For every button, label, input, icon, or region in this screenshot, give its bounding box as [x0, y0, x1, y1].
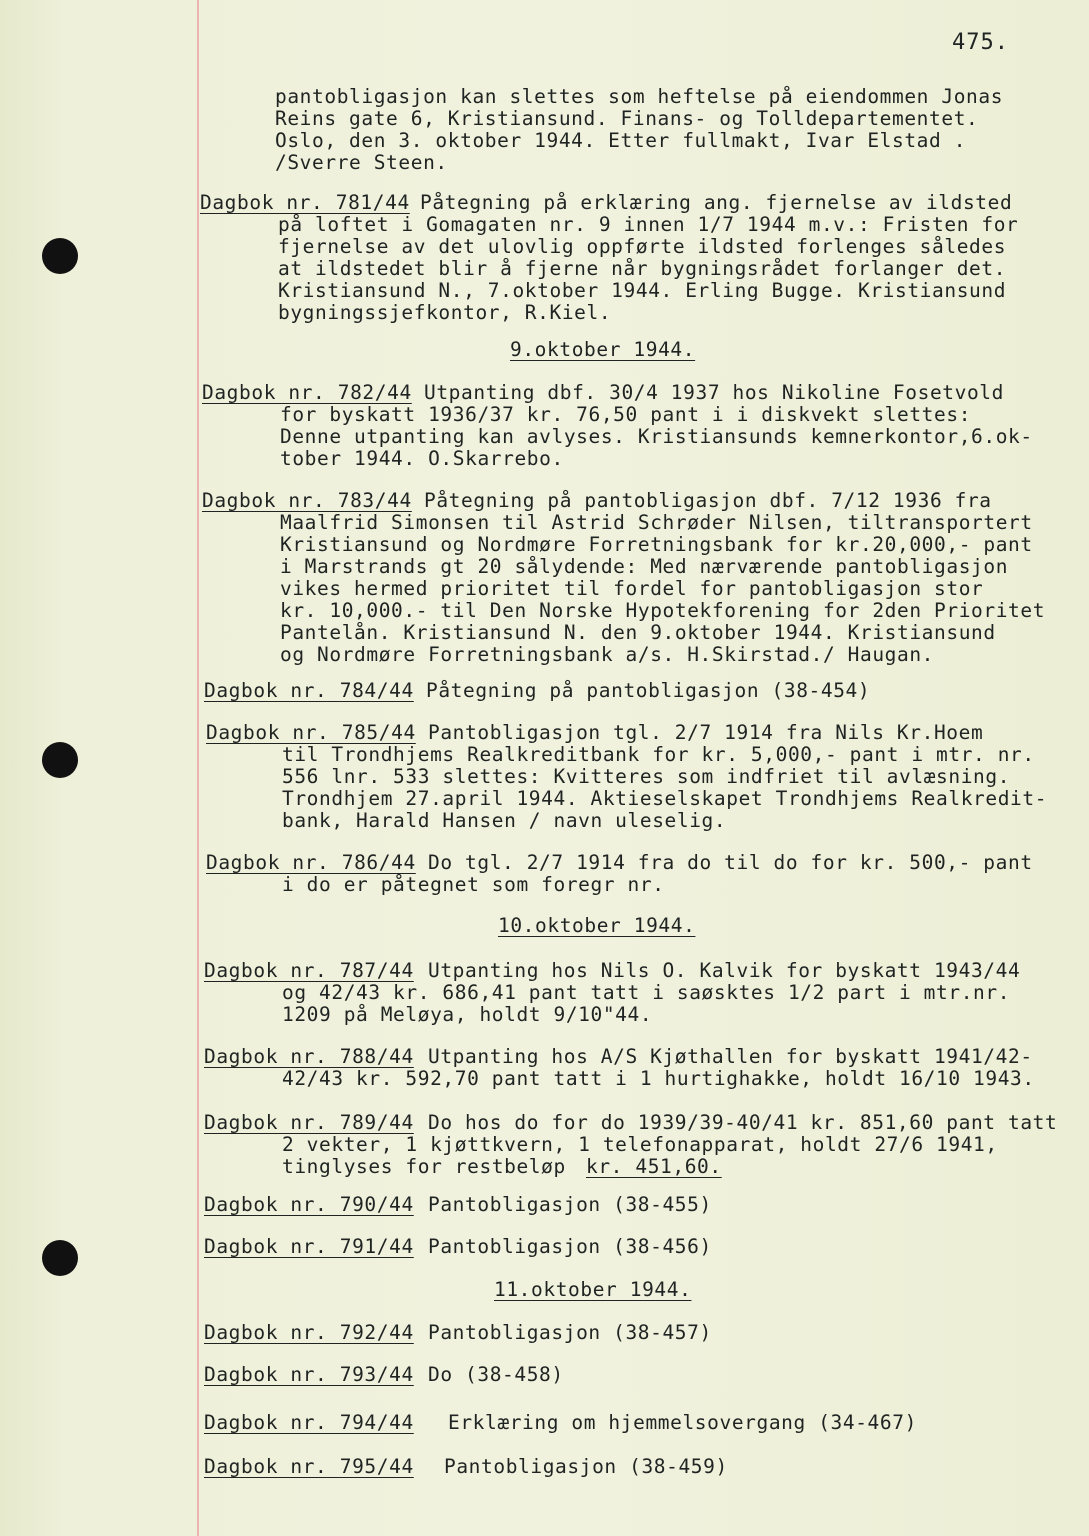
entry-line: bygningssjefkontor, R.Kiel. [278, 301, 612, 324]
entry-id: Dagbok nr. 793/44 [204, 1363, 414, 1386]
entry-id: Dagbok nr. 791/44 [204, 1235, 414, 1258]
entry-line: og Nordmøre Forretningsbank a/s. H.Skirstad./ Haugan. [280, 643, 935, 666]
entry-line: Utpanting hos A/S Kjøthallen for byskatt 1941/42- [428, 1045, 1033, 1068]
entry-line: Pantobligasjon tgl. 2/7 1914 fra Nils Kr.Hoem [428, 721, 984, 744]
entry-line: for byskatt 1936/37 kr. 76,50 pant i i diskvekt slettes: [280, 403, 972, 426]
punch-hole-top [42, 238, 78, 274]
entry-line: vikes hermed prioritet til fordel for pantobligasjon stor [280, 577, 984, 600]
intro-line: Oslo, den 3. oktober 1944. Etter fullmakt, Ivar Elstad . [275, 129, 967, 152]
entry-line: på loftet i Gomagaten nr. 9 innen 1/7 1944 m.v.: Fristen for [278, 213, 1019, 236]
entry-line: Kristiansund og Nordmøre Forretningsbank for kr.20,000,- pant [280, 533, 1033, 556]
entry-id: Dagbok nr. 782/44 [202, 381, 412, 404]
entry-line: 556 lnr. 533 slettes: Kvitteres som indfriet til avlæsning. [282, 765, 1011, 788]
entry-line: Utpanting hos Nils O. Kalvik for byskatt 1943/44 [428, 959, 1021, 982]
entry-id: Dagbok nr. 789/44 [204, 1111, 414, 1134]
entry-line: Påtegning på pantobligasjon dbf. 7/12 1936 fra [424, 489, 992, 512]
entry-id: Dagbok nr. 783/44 [202, 489, 412, 512]
entry-line: Do tgl. 2/7 1914 fra do til do for kr. 500,- pant [428, 851, 1033, 874]
entry-line: 2 vekter, 1 kjøttkvern, 1 telefonapparat, holdt 27/6 1941, [282, 1133, 998, 1156]
entry-id: Dagbok nr. 790/44 [204, 1193, 414, 1216]
entry-line: og 42/43 kr. 686,41 pant tatt i saøsktes 1/2 part i mtr.nr. [282, 981, 1011, 1004]
entry-line: Påtegning på pantobligasjon (38-454) [426, 679, 871, 702]
entry-line: i Marstrands gt 20 sålydende: Med nærværende pantobligasjon [280, 555, 1009, 578]
entry-line: bank, Harald Hansen / navn uleselig. [282, 809, 727, 832]
punch-hole-middle [42, 742, 78, 778]
entry-id: Dagbok nr. 794/44 [204, 1411, 414, 1434]
entry-line: 1209 på Meløya, holdt 9/10"44. [282, 1003, 653, 1026]
entry-line: Trondhjem 27.april 1944. Aktieselskapet Trondhjems Realkredit- [282, 787, 1048, 810]
entry-line: at ildstedet blir å fjerne når bygningsrådet forlanger det. [278, 257, 1007, 280]
entry-line: tinglyses for restbeløp [282, 1155, 566, 1178]
intro-line: pantobligasjon kan slettes som heftelse på eiendommen Jonas [275, 85, 1004, 108]
entry-line: Denne utpanting kan avlyses. Kristiansunds kemnerkontor,6.ok- [280, 425, 1033, 448]
entry-line: Utpanting dbf. 30/4 1937 hos Nikoline Fosetvold [424, 381, 1004, 404]
entry-line: Pantobligasjon (38-459) [444, 1455, 728, 1478]
entry-line: Pantobligasjon (38-456) [428, 1235, 712, 1258]
date-heading: 10.oktober 1944. [498, 914, 696, 937]
entry-line: Do (38-458) [428, 1363, 564, 1386]
entry-amount: kr. 451,60. [586, 1155, 722, 1178]
punch-hole-bottom [42, 1240, 78, 1276]
margin-line [197, 0, 199, 1536]
entry-line: Do hos do for do 1939/39-40/41 kr. 851,60 pant tatt [428, 1111, 1058, 1134]
entry-id: Dagbok nr. 785/44 [206, 721, 416, 744]
entry-line: fjernelse av det ulovlig oppførte ildsted forlenges således [278, 235, 1007, 258]
date-heading: 11.oktober 1944. [494, 1278, 692, 1301]
entry-line: Pantelån. Kristiansund N. den 9.oktober 1944. Kristiansund [280, 621, 996, 644]
entry-line: 42/43 kr. 592,70 pant tatt i 1 hurtighakke, holdt 16/10 1943. [282, 1067, 1035, 1090]
entry-line: Pantobligasjon (38-455) [428, 1193, 712, 1216]
intro-line: /Sverre Steen. [275, 151, 448, 174]
entry-id: Dagbok nr. 781/44 [200, 191, 410, 214]
entry-line: Pantobligasjon (38-457) [428, 1321, 712, 1344]
entry-line: i do er påtegnet som foregr nr. [282, 873, 665, 896]
entry-id: Dagbok nr. 795/44 [204, 1455, 414, 1478]
entry-line: til Trondhjems Realkreditbank for kr. 5,000,- pant i mtr. nr. [282, 743, 1035, 766]
entry-id: Dagbok nr. 787/44 [204, 959, 414, 982]
entry-id: Dagbok nr. 788/44 [204, 1045, 414, 1068]
entry-id: Dagbok nr. 786/44 [206, 851, 416, 874]
entry-line: kr. 10,000.- til Den Norske Hypotekforening for 2den Prioritet [280, 599, 1046, 622]
entry-id: Dagbok nr. 784/44 [204, 679, 414, 702]
entry-line: tober 1944. O.Skarrebo. [280, 447, 564, 470]
entry-line: Påtegning på erklæring ang. fjernelse av ildsted [420, 191, 1013, 214]
entry-line: Maalfrid Simonsen til Astrid Schrøder Nilsen, tiltransportert [280, 511, 1033, 534]
date-heading: 9.oktober 1944. [510, 338, 696, 361]
intro-line: Reins gate 6, Kristiansund. Finans- og Tolldepartementet. [275, 107, 979, 130]
entry-line: Erklæring om hjemmelsovergang (34-467) [448, 1411, 917, 1434]
entry-id: Dagbok nr. 792/44 [204, 1321, 414, 1344]
entry-line: Kristiansund N., 7.oktober 1944. Erling Bugge. Kristiansund [278, 279, 1007, 302]
page-number: 475. [952, 30, 1009, 55]
